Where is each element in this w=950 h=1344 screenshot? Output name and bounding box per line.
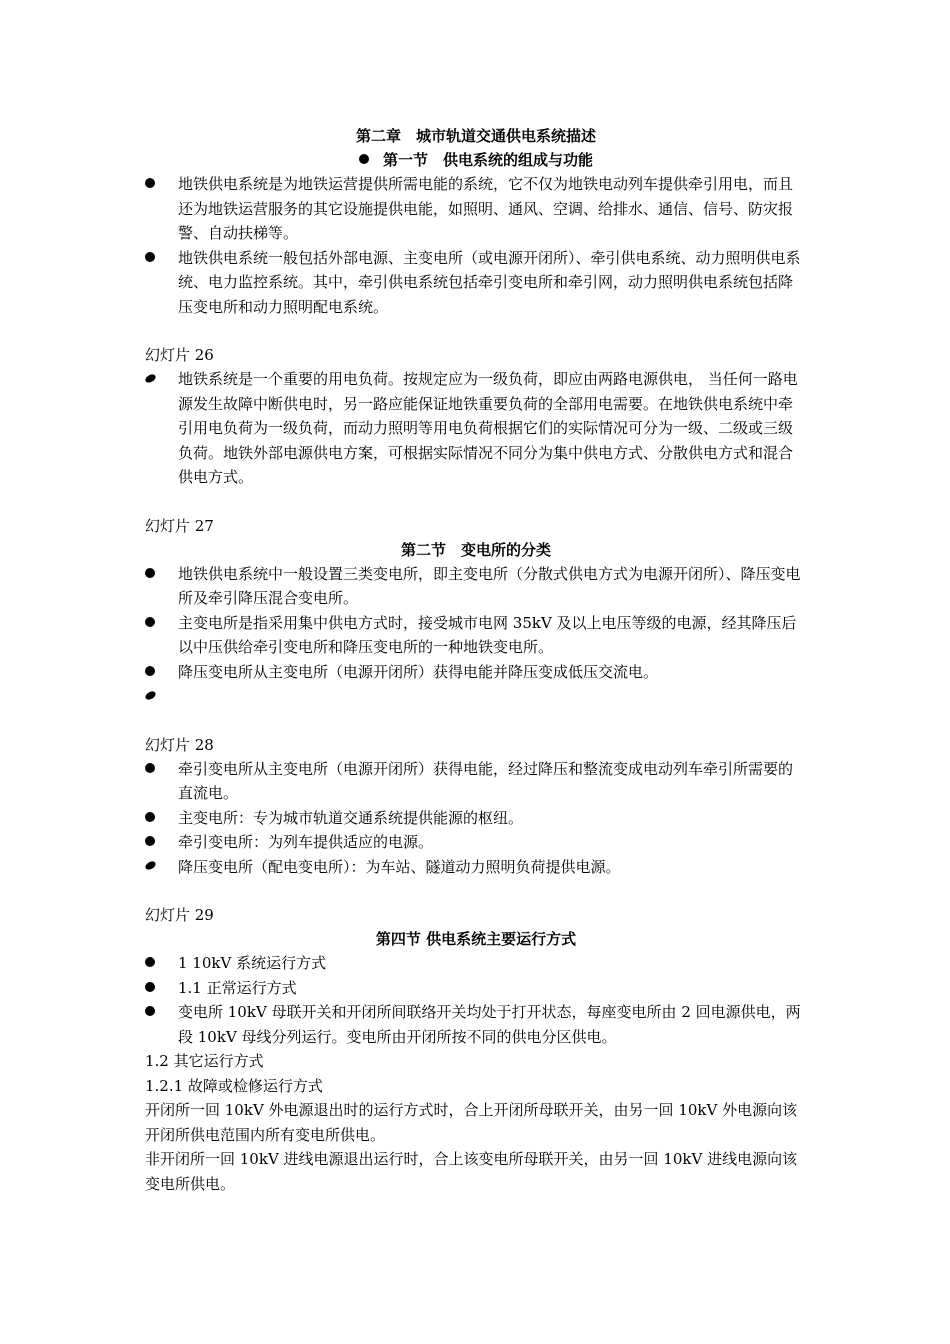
list-item: 主变电所是指采用集中供电方式时，接受城市电网 35kV 及以上电压等级的电源，经其降压后以中压供给牵引变电所和降压变电所的一种地铁变电所。 — [145, 611, 807, 660]
chapter-title: 第二章 城市轨道交通供电系统描述 — [355, 127, 596, 145]
list-item: 地铁供电系统是为地铁运营提供所需电能的系统，它不仅为地铁电动列车提供牵引用电，而且还为地铁运营服务的其它设施提供电能，如照明、通风、空调、给排水、通信、信号、防灾报警、自动扶梯等。 — [145, 172, 807, 246]
list-item — [145, 684, 807, 709]
section2-title: 第二节 变电所的分类 — [400, 540, 551, 559]
bullet-oval-icon — [145, 855, 165, 880]
bullet-dot-icon — [145, 611, 165, 636]
list-item: 变电所 10kV 母联开关和开闭所间联络开关均处于打开状态，每座变电所由 2 回电源供电，两段 10kV 母线分列运行。变电所由开闭所按不同的供电分区供电。 — [145, 1000, 807, 1049]
bullet-dot-icon — [145, 976, 165, 1001]
bullet-dot-icon — [145, 951, 165, 976]
bullet-dot-icon — [145, 830, 165, 855]
bullet-oval-icon — [145, 367, 165, 392]
paragraph: 非开闭所一回 10kV 进线电源退出运行时，合上该变电所母联开关，由另一回 10kV 进线电源向该变电所供电。 — [145, 1150, 798, 1193]
slide26-list — [145, 367, 807, 490]
document-body — [145, 124, 807, 1196]
section1-title: 第一节 供电系统的组成与功能 — [382, 151, 593, 169]
bullet-dot-icon — [145, 757, 165, 782]
bullet-dot-icon — [359, 148, 369, 172]
list-item: 地铁系统是一个重要的用电负荷。按规定应为一级负荷，即应由两路电源供电， 当任何一路电源发生故障中断供电时，另一路应能保证地铁重要负荷的全部用电需要。在地铁供电系统中牵引用电负荷为一级负荷，而动力照明等用电负荷根据它们的实际情况可分为一级、二级或三级负荷。地铁外部电源供电方案，可根据实际情况不同分为集中供电方式、分散供电方式和混合供电方式。 — [145, 367, 807, 490]
slide27-list — [145, 562, 807, 709]
paragraph: 开闭所一回 10kV 外电源退出时的运行方式时，合上开闭所母联开关，由另一回 10kV 外电源向该开闭所供电范围内所有变电所供电。 — [145, 1101, 798, 1144]
slide28-list — [145, 757, 807, 880]
bullet-dot-icon — [145, 246, 165, 271]
paragraph: 1.2 其它运行方式 — [145, 1052, 264, 1070]
slide-label: 幻灯片 28 — [145, 735, 214, 754]
list-item: 1 10kV 系统运行方式 — [145, 951, 807, 976]
bullet-dot-icon — [145, 806, 165, 831]
section4-title: 第四节 供电系统主要运行方式 — [375, 930, 577, 948]
bullet-dot-icon — [145, 562, 165, 587]
paragraph: 1.2.1 故障或检修运行方式 — [145, 1076, 323, 1095]
list-item: 地铁供电系统中一般设置三类变电所，即主变电所（分散式供电方式为电源开闭所）、降压变电所及牵引降压混合变电所。 — [145, 562, 807, 611]
slide29-list — [145, 951, 807, 1049]
bullet-dot-icon — [145, 660, 165, 685]
bullet-dot-icon — [145, 172, 165, 197]
bullet-oval-icon — [145, 684, 165, 709]
list-item: 地铁供电系统一般包括外部电源、主变电所（或电源开闭所）、牵引供电系统、动力照明供电系统、电力监控系统。其中，牵引供电系统包括牵引变电所和牵引网，动力照明供电系统包括降压变电所和动力照明配电系统。 — [145, 246, 807, 320]
list-item: 降压变电所（配电变电所）：为车站、隧道动力照明负荷提供电源。 — [145, 855, 807, 880]
bullet-dot-icon — [145, 1000, 165, 1025]
list-item: 降压变电所从主变电所（电源开闭所）获得电能并降压变成低压交流电。 — [145, 660, 807, 685]
section1-list — [145, 172, 807, 319]
slide-label: 幻灯片 26 — [145, 346, 214, 364]
list-item: 主变电所：专为城市轨道交通系统提供能源的枢纽。 — [145, 806, 807, 831]
list-item: 牵引变电所从主变电所（电源开闭所）获得电能，经过降压和整流变成电动列车牵引所需要的直流电。 — [145, 757, 807, 806]
section1-heading — [145, 148, 807, 172]
slide-label: 幻灯片 29 — [145, 906, 214, 924]
slide-label: 幻灯片 27 — [145, 516, 214, 535]
list-item: 牵引变电所：为列车提供适应的电源。 — [145, 830, 807, 855]
list-item: 1.1 正常运行方式 — [145, 976, 807, 1001]
